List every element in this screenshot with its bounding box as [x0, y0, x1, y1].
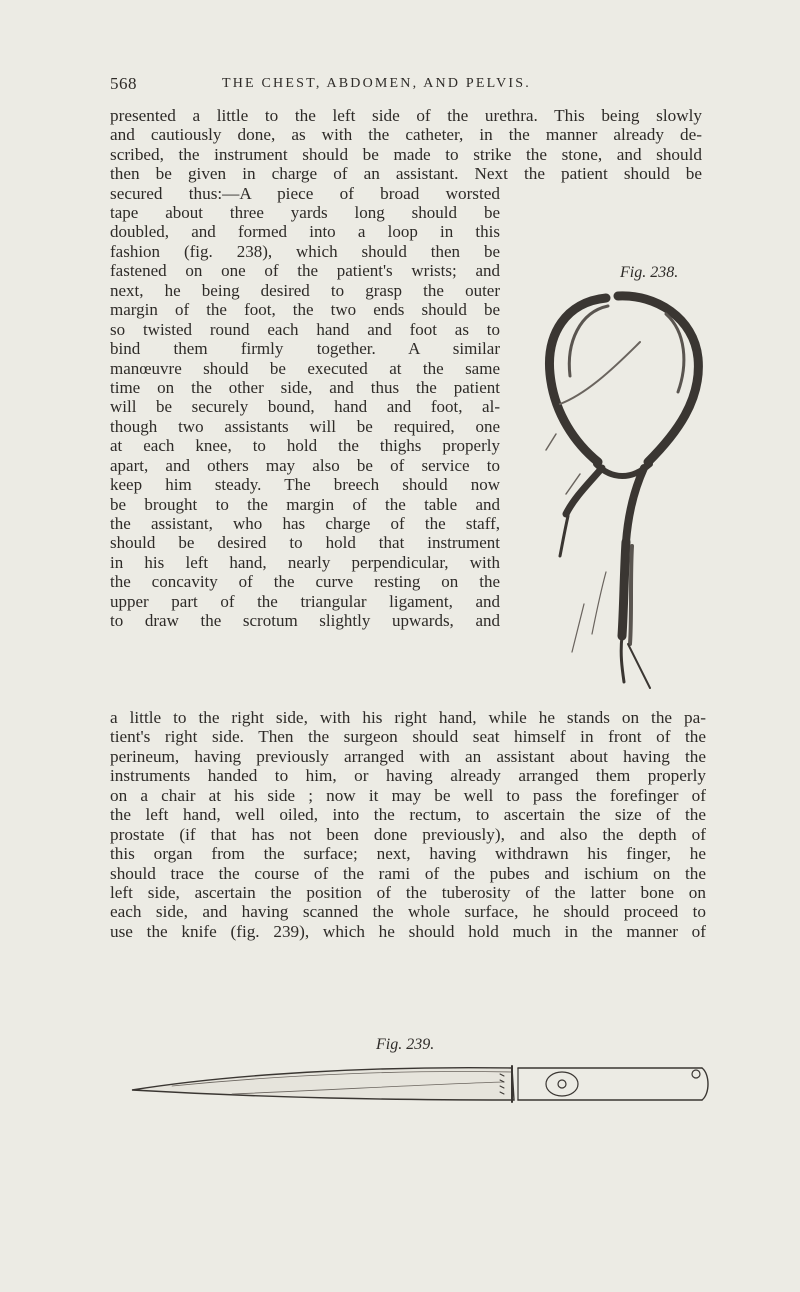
- text-line: perineum, having previously arranged with an assistant about having the: [110, 746, 706, 766]
- text-line: the left hand, well oiled, into the rectum, to ascertain the size of the: [110, 805, 706, 825]
- text-line: upper part of the triangular ligament, and: [110, 591, 500, 611]
- figure-238-caption: Fig. 238.: [620, 264, 679, 281]
- text-line: be brought to the margin of the table and: [110, 494, 500, 514]
- running-head: [0, 74, 800, 98]
- text-line: should trace the course of the rami of the pubes and ischium on the: [110, 863, 706, 883]
- paragraph-full-width-bottom: [110, 708, 706, 941]
- text-line: to draw the scrotum slightly upwards, and: [110, 611, 500, 631]
- text-line: instruments handed to him, or having already arranged them properly: [110, 766, 706, 786]
- text-line: the concavity of the curve resting on the: [110, 572, 500, 592]
- text-line: doubled, and formed into a loop in this: [110, 222, 500, 242]
- text-line: apart, and others may also be of service to: [110, 455, 500, 475]
- text-line: tient's right side. Then the surgeon should seat himself in front of the: [110, 727, 706, 747]
- text-line: prostate (if that has not been done previously), and also the depth of: [110, 824, 706, 844]
- page-number: 568: [110, 74, 137, 93]
- text-line: scribed, the instrument should be made to strike the stone, and should: [110, 144, 702, 164]
- text-line: keep him steady. The breech should now: [110, 475, 500, 495]
- paragraph-full-width-top: [110, 106, 702, 203]
- text-line: fastened on one of the patient's wrists; and: [110, 261, 500, 281]
- text-line: presented a little to the left side of the urethra. This being slowly: [110, 106, 702, 125]
- text-line: use the knife (fig. 239), which he should hold much in the manner of: [110, 921, 706, 941]
- text-line: each side, and having scanned the whole surface, he should proceed to: [110, 902, 706, 922]
- text-line: bind them firmly together. A similar: [110, 339, 500, 359]
- text-line: secured thus:—A piece of broad worsted: [110, 183, 500, 203]
- text-line: next, he being desired to grasp the outer: [110, 280, 500, 300]
- text-line: then be given in charge of an assistant. Next the patient should be: [110, 164, 702, 184]
- figure-239-caption: Fig. 239.: [376, 1036, 435, 1053]
- text-line: manœuvre should be executed at the same: [110, 358, 500, 378]
- text-line: will be securely bound, hand and foot, al-: [110, 397, 500, 417]
- text-line: though two assistants will be required, one: [110, 416, 500, 436]
- text-line: left side, ascertain the position of the tuberosity of the latter bone on: [110, 882, 706, 902]
- text-line: fashion (fig. 238), which should then be: [110, 241, 500, 261]
- text-line: and cautiously done, as with the catheter, in the manner already de-: [110, 125, 702, 145]
- text-line: in his left hand, nearly perpendicular, with: [110, 552, 500, 572]
- paragraph-left-column: [110, 203, 500, 631]
- figure-239-knife-engraving: [112, 1060, 712, 1110]
- text-line: at each knee, to hold the thighs properly: [110, 436, 500, 456]
- text-line: margin of the foot, the two ends should be: [110, 300, 500, 320]
- text-line: time on the other side, and thus the patient: [110, 377, 500, 397]
- text-line: on a chair at his side ; now it may be well to pass the forefinger of: [110, 785, 706, 805]
- text-line: tape about three yards long should be: [110, 203, 500, 222]
- text-line: a little to the right side, with his right hand, while he stands on the pa-: [110, 708, 706, 727]
- figure-238-tape-loop-engraving: [536, 284, 716, 704]
- text-line: this organ from the surface; next, having withdrawn his finger, he: [110, 844, 706, 864]
- text-line: so twisted round each hand and foot as to: [110, 319, 500, 339]
- text-line: the assistant, who has charge of the staff,: [110, 514, 500, 533]
- text-line: should be desired to hold that instrument: [110, 533, 500, 553]
- running-title: THE CHEST, ABDOMEN, AND PELVIS.: [222, 76, 531, 91]
